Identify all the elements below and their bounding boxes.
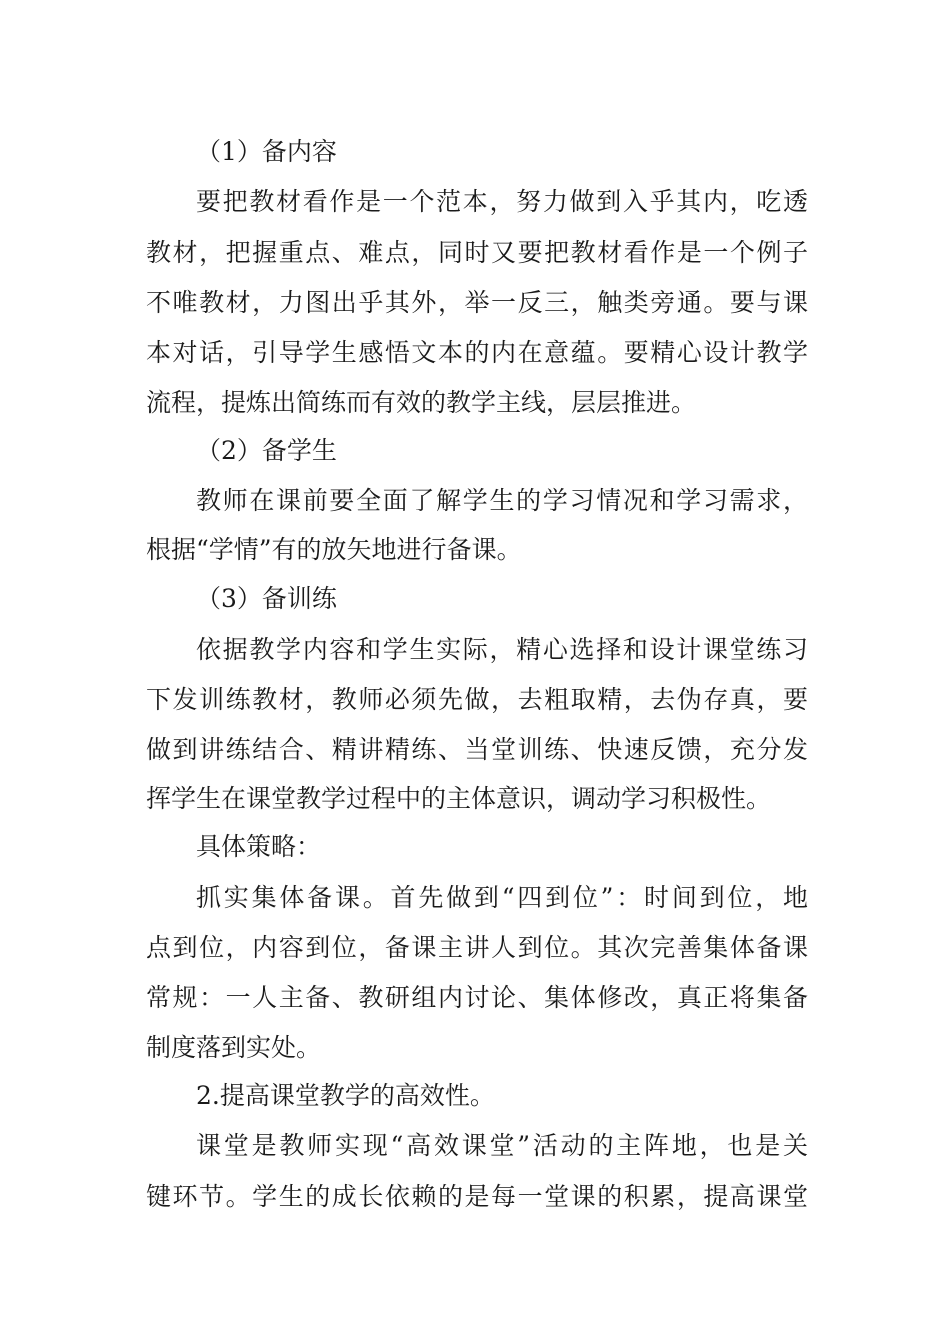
paragraph-line: 下发训练教材，教师必须先做，去粗取精，去伪存真，要 (146, 685, 808, 714)
paragraph-line: 依据教学内容和学生实际，精心选择和设计课堂练习 (196, 635, 808, 664)
paragraph-line: 根据“学情”有的放矢地进行备课。 (146, 535, 522, 564)
paragraph-line: 不唯教材，力图出乎其外，举一反三，触类旁通。要与课 (146, 288, 808, 317)
paragraph-line: 做到讲练结合、精讲精练、当堂训练、快速反馈，充分发 (146, 735, 808, 764)
paragraph-line: 教材，把握重点、难点，同时又要把教材看作是一个例子 (146, 238, 808, 267)
paragraph-line: 课堂是教师实现“高效课堂”活动的主阵地，也是关 (196, 1131, 808, 1160)
paragraph-line: 要把教材看作是一个范本，努力做到入乎其内，吃透 (196, 187, 808, 216)
paragraph-line: 挥学生在课堂教学过程中的主体意识，调动学习积极性。 (146, 784, 772, 813)
paragraph-line: 流程，提炼出简练而有效的教学主线，层层推进。 (146, 388, 697, 417)
paragraph-line: 本对话，引导学生感悟文本的内在意蕴。要精心设计教学 (146, 338, 808, 367)
paragraph-line: 抓实集体备课。首先做到“四到位”：时间到位，地 (196, 883, 808, 912)
paragraph-line: 键环节。学生的成长依赖的是每一堂课的积累，提高课堂 (146, 1182, 808, 1211)
paragraph-line: 制度落到实处。 (146, 1033, 322, 1062)
heading-prepare-training: （3）备训练 (196, 584, 337, 613)
heading-prepare-content: （1）备内容 (196, 137, 337, 166)
heading-prepare-students: （2）备学生 (196, 436, 337, 465)
paragraph-line: 常规：一人主备、教研组内讨论、集体修改，真正将集备 (146, 983, 808, 1012)
heading-classroom-efficiency: 2.提高课堂教学的高效性。 (196, 1081, 495, 1110)
paragraph-line: 点到位，内容到位，备课主讲人到位。其次完善集体备课 (146, 933, 808, 962)
paragraph-line: 教师在课前要全面了解学生的学习情况和学习需求， (196, 486, 808, 515)
heading-specific-strategies: 具体策略： (196, 832, 322, 861)
